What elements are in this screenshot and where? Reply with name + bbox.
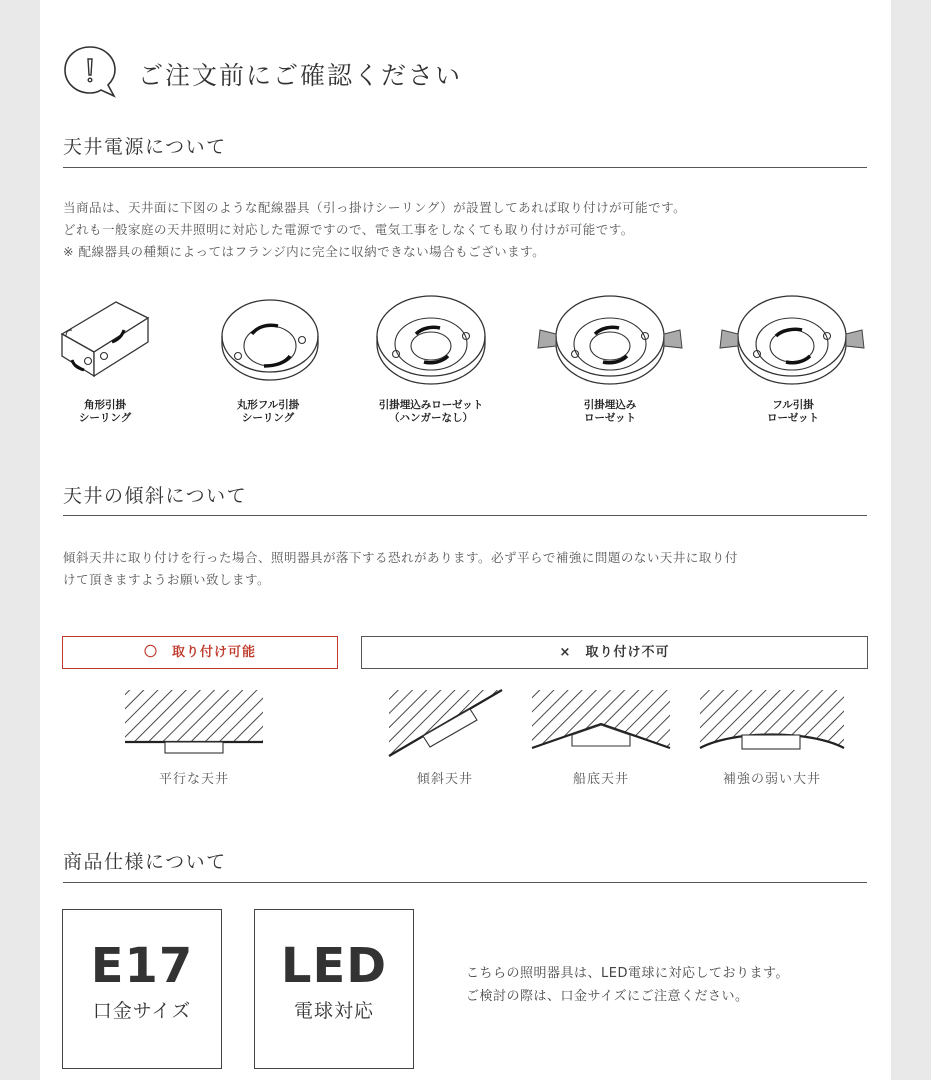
device-label <box>35 399 175 425</box>
spec-description <box>466 962 789 1008</box>
power-paragraph: どれも一般家庭の天井照明に対応した電源ですので、電気工事をしなくても取り付けが可能です。 <box>63 222 634 237</box>
divider <box>63 515 867 516</box>
device-label-line: （ハンガーなし） <box>389 412 473 424</box>
weak-ceiling-diagram <box>700 690 844 749</box>
device-label <box>361 399 501 425</box>
led-value: LED <box>280 938 388 994</box>
notice-page <box>40 0 891 1080</box>
boat-ceiling-diagram <box>532 690 670 748</box>
spec-description-line: ご検討の際は、口金サイズにご注意ください。 <box>466 989 749 1004</box>
power-description <box>63 197 873 263</box>
ceiling-type-illustrations <box>40 680 891 770</box>
installable-label: 〇 取り付け可能 <box>62 636 338 669</box>
device-label <box>198 399 338 425</box>
device-label-line: シーリング <box>78 412 132 424</box>
square-ceiling-outlet-icon <box>58 296 154 388</box>
divider <box>63 882 867 883</box>
slope-paragraph: けて頂きますようお願い致します。 <box>63 572 271 587</box>
divider <box>63 167 867 168</box>
spec-section-title: 商品仕様について <box>63 851 227 873</box>
flat-ceiling-diagram <box>125 690 263 753</box>
ceiling-label: 平行な天井 <box>158 772 229 787</box>
device-label <box>723 399 863 425</box>
socket-size-caption: 口金サイズ <box>92 1000 192 1022</box>
power-paragraph: ※ 配線器具の種類によってはフランジ内に完全に収納できない場合もございます。 <box>63 244 546 259</box>
full-rosette-icon <box>716 292 868 388</box>
embedded-rosette-icon <box>534 292 686 388</box>
led-caption: 電球対応 <box>293 1000 374 1022</box>
exclamation-speech-bubble-icon <box>62 44 118 102</box>
ceiling-label: 船底天井 <box>572 772 629 787</box>
page-title: ご注文前にご確認ください <box>138 61 463 90</box>
slope-paragraph: 傾斜天井に取り付けを行った場合、照明器具が落下する恐れがあります。必ず平らで補強に問題のない天井に取り付 <box>63 550 738 565</box>
led-support-box <box>254 909 414 1069</box>
ceiling-label: 補強の弱い大井 <box>722 772 821 787</box>
device-label-line: 丸形フル引掛 <box>236 399 300 411</box>
device-label <box>540 399 680 425</box>
not-installable-label: × 取り付け不可 <box>361 636 868 669</box>
ceiling-label: 傾斜天井 <box>416 772 473 787</box>
spec-description-line: こちらの照明器具は、LED電球に対応しております。 <box>466 966 789 981</box>
device-label-line: シーリング <box>241 412 295 424</box>
round-ceiling-outlet-icon <box>218 296 322 388</box>
power-section-title: 天井電源について <box>63 136 227 158</box>
device-label-line: ローゼット <box>583 412 637 424</box>
device-label-line: フル引掛 <box>772 399 814 411</box>
slope-section-title: 天井の傾斜について <box>63 485 248 507</box>
embedded-rosette-no-hanger-icon <box>374 292 488 388</box>
power-paragraph: 当商品は、天井面に下図のような配線器具（引っ掛けシーリング）が設置してあれば取り付けが可能です。 <box>63 200 687 215</box>
sloped-ceiling-diagram <box>389 690 502 756</box>
socket-size-value: E17 <box>90 938 194 994</box>
socket-size-box <box>62 909 222 1069</box>
device-label-line: ローゼット <box>766 412 820 424</box>
device-label-line: 引掛埋込みローゼット <box>378 399 484 411</box>
slope-description <box>63 547 873 591</box>
device-label-line: 角形引掛 <box>84 399 126 411</box>
device-label-line: 引掛埋込み <box>583 399 637 411</box>
